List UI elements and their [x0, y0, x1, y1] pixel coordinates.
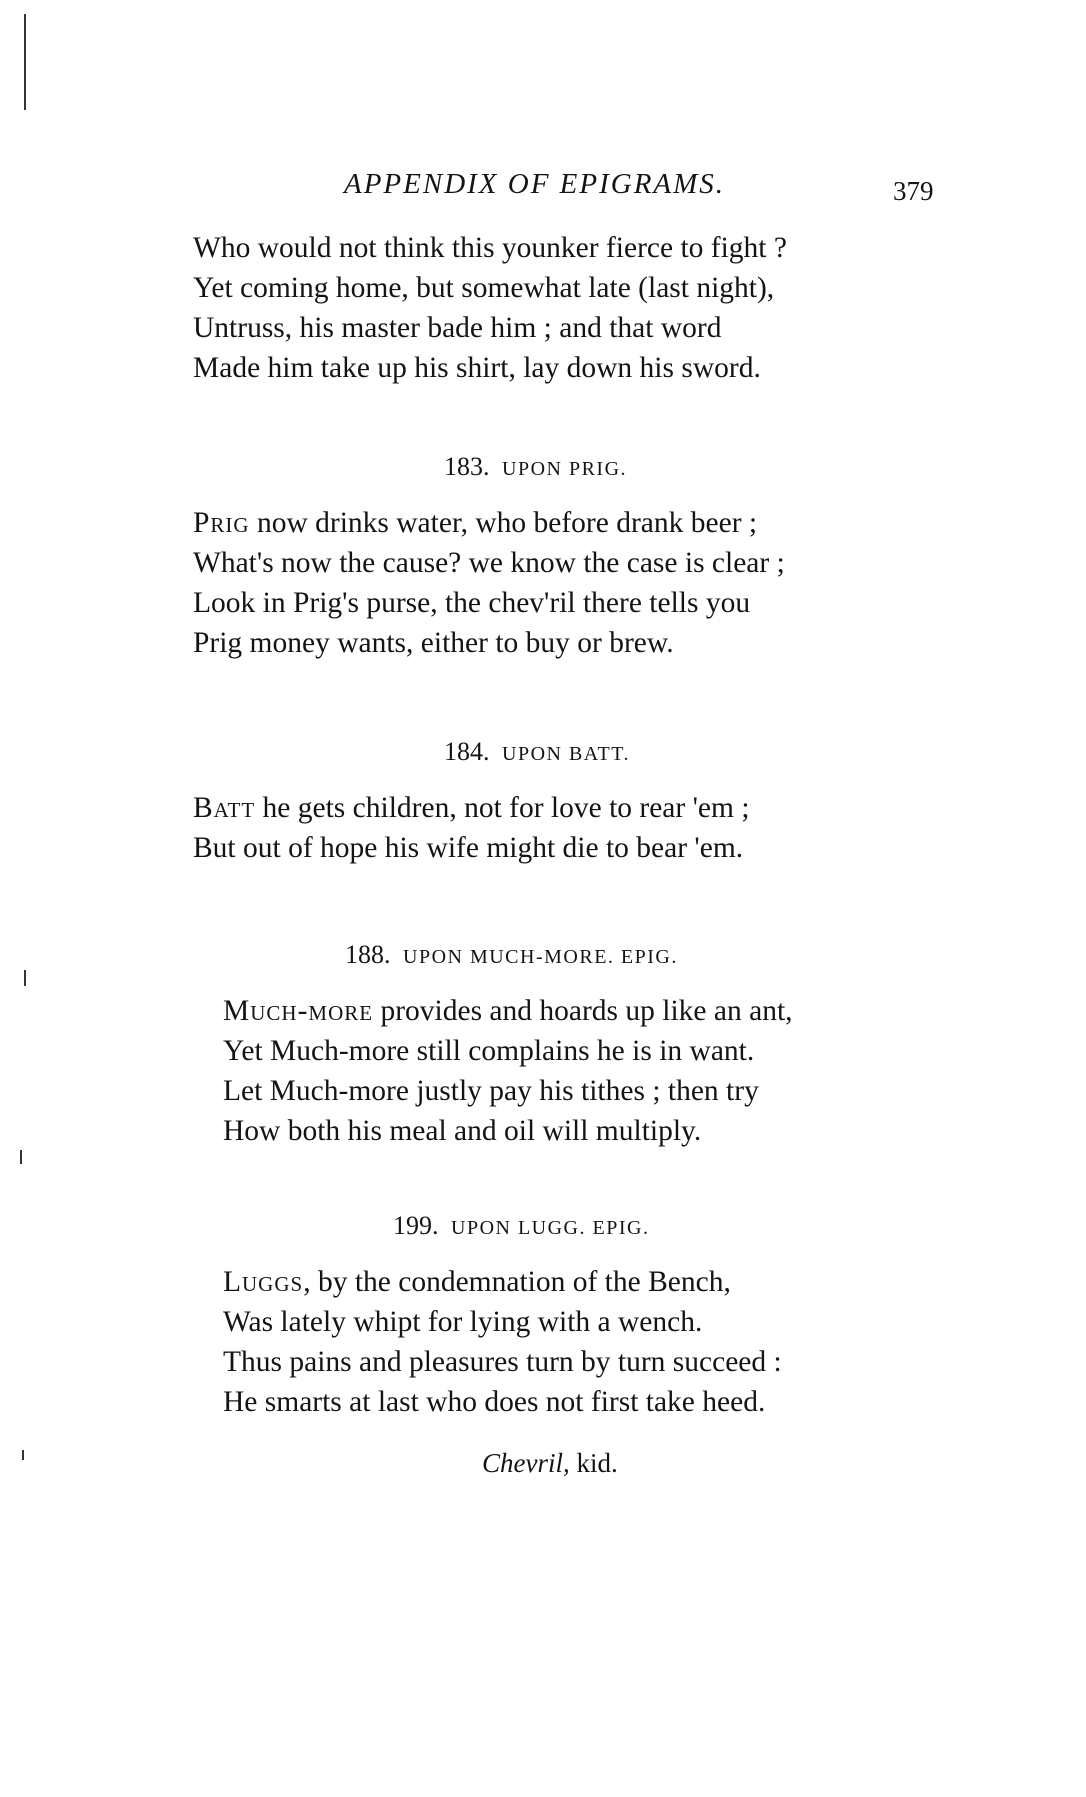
first-line-rest: he gets children, not for love to rear 'em ; — [255, 792, 750, 824]
first-word: Luggs — [223, 1266, 304, 1298]
epigram-number: 183. — [444, 452, 490, 481]
verse-line: But out of hope his wife might die to bear 'em. — [193, 832, 744, 864]
footnote — [482, 1448, 618, 1479]
verse-line: Who would not think this younker fierce to fight ? — [193, 232, 787, 264]
epigram-title: UPON PRIG. — [502, 458, 628, 480]
epigram-heading — [444, 737, 630, 767]
verse-line: What's now the cause? we know the case is clear ; — [193, 547, 785, 579]
epigram-number: 184. — [444, 737, 490, 766]
epigram-heading — [444, 452, 627, 482]
epigram-number: 199. — [393, 1211, 439, 1240]
verse-line: Prig money wants, either to buy or brew. — [193, 627, 674, 659]
epigram-body — [193, 503, 785, 663]
epigram-body — [193, 788, 750, 868]
margin-mark — [24, 14, 26, 110]
first-word: Batt — [193, 792, 256, 824]
verse-line: Made him take up his shirt, lay down his sword. — [193, 352, 761, 384]
epigram-title: UPON LUGG. EPIG. — [451, 1217, 650, 1239]
footnote-term: Chevril, — [482, 1448, 570, 1478]
verse-line — [193, 788, 750, 828]
first-line-rest: provides and hoards up like an ant, — [373, 995, 793, 1027]
opening-stanza — [193, 228, 787, 388]
verse-line: Thus pains and pleasures turn by turn succeed : — [223, 1346, 782, 1378]
verse-line: Look in Prig's purse, the chev'ril there tells you — [193, 587, 751, 619]
verse-line: He smarts at last who does not first take heed. — [223, 1386, 766, 1418]
verse-line — [223, 991, 793, 1031]
verse-line: Was lately whipt for lying with a wench. — [223, 1306, 703, 1338]
epigram-body — [223, 991, 793, 1151]
first-line-rest: now drinks water, who before drank beer ; — [249, 507, 758, 539]
epigram-title: UPON MUCH-MORE. EPIG. — [403, 946, 678, 968]
verse-line — [223, 1262, 782, 1302]
footnote-definition: kid. — [569, 1448, 618, 1478]
first-word: Much-more — [223, 995, 374, 1027]
epigram-title: UPON BATT. — [502, 743, 630, 765]
margin-mark — [24, 970, 26, 986]
epigram-number: 188. — [345, 940, 391, 969]
verse-line — [193, 503, 785, 543]
epigram-heading — [345, 940, 678, 970]
running-title: APPENDIX OF EPIGRAMS. — [344, 168, 726, 200]
epigram-heading — [393, 1211, 649, 1241]
verse-line: Yet coming home, but somewhat late (last night), — [193, 272, 775, 304]
first-line-rest: , by the condemnation of the Bench, — [303, 1266, 731, 1298]
verse-line: Let Much-more justly pay his tithes ; then try — [223, 1075, 759, 1107]
verse-line: Untruss, his master bade him ; and that word — [193, 312, 722, 344]
margin-mark — [20, 1150, 22, 1164]
page-number: 379 — [893, 176, 934, 206]
margin-mark — [22, 1450, 24, 1460]
verse-line: How both his meal and oil will multiply. — [223, 1115, 702, 1147]
epigram-body — [223, 1262, 782, 1422]
first-word: Prig — [193, 507, 250, 539]
verse-line: Yet Much-more still complains he is in want. — [223, 1035, 755, 1067]
